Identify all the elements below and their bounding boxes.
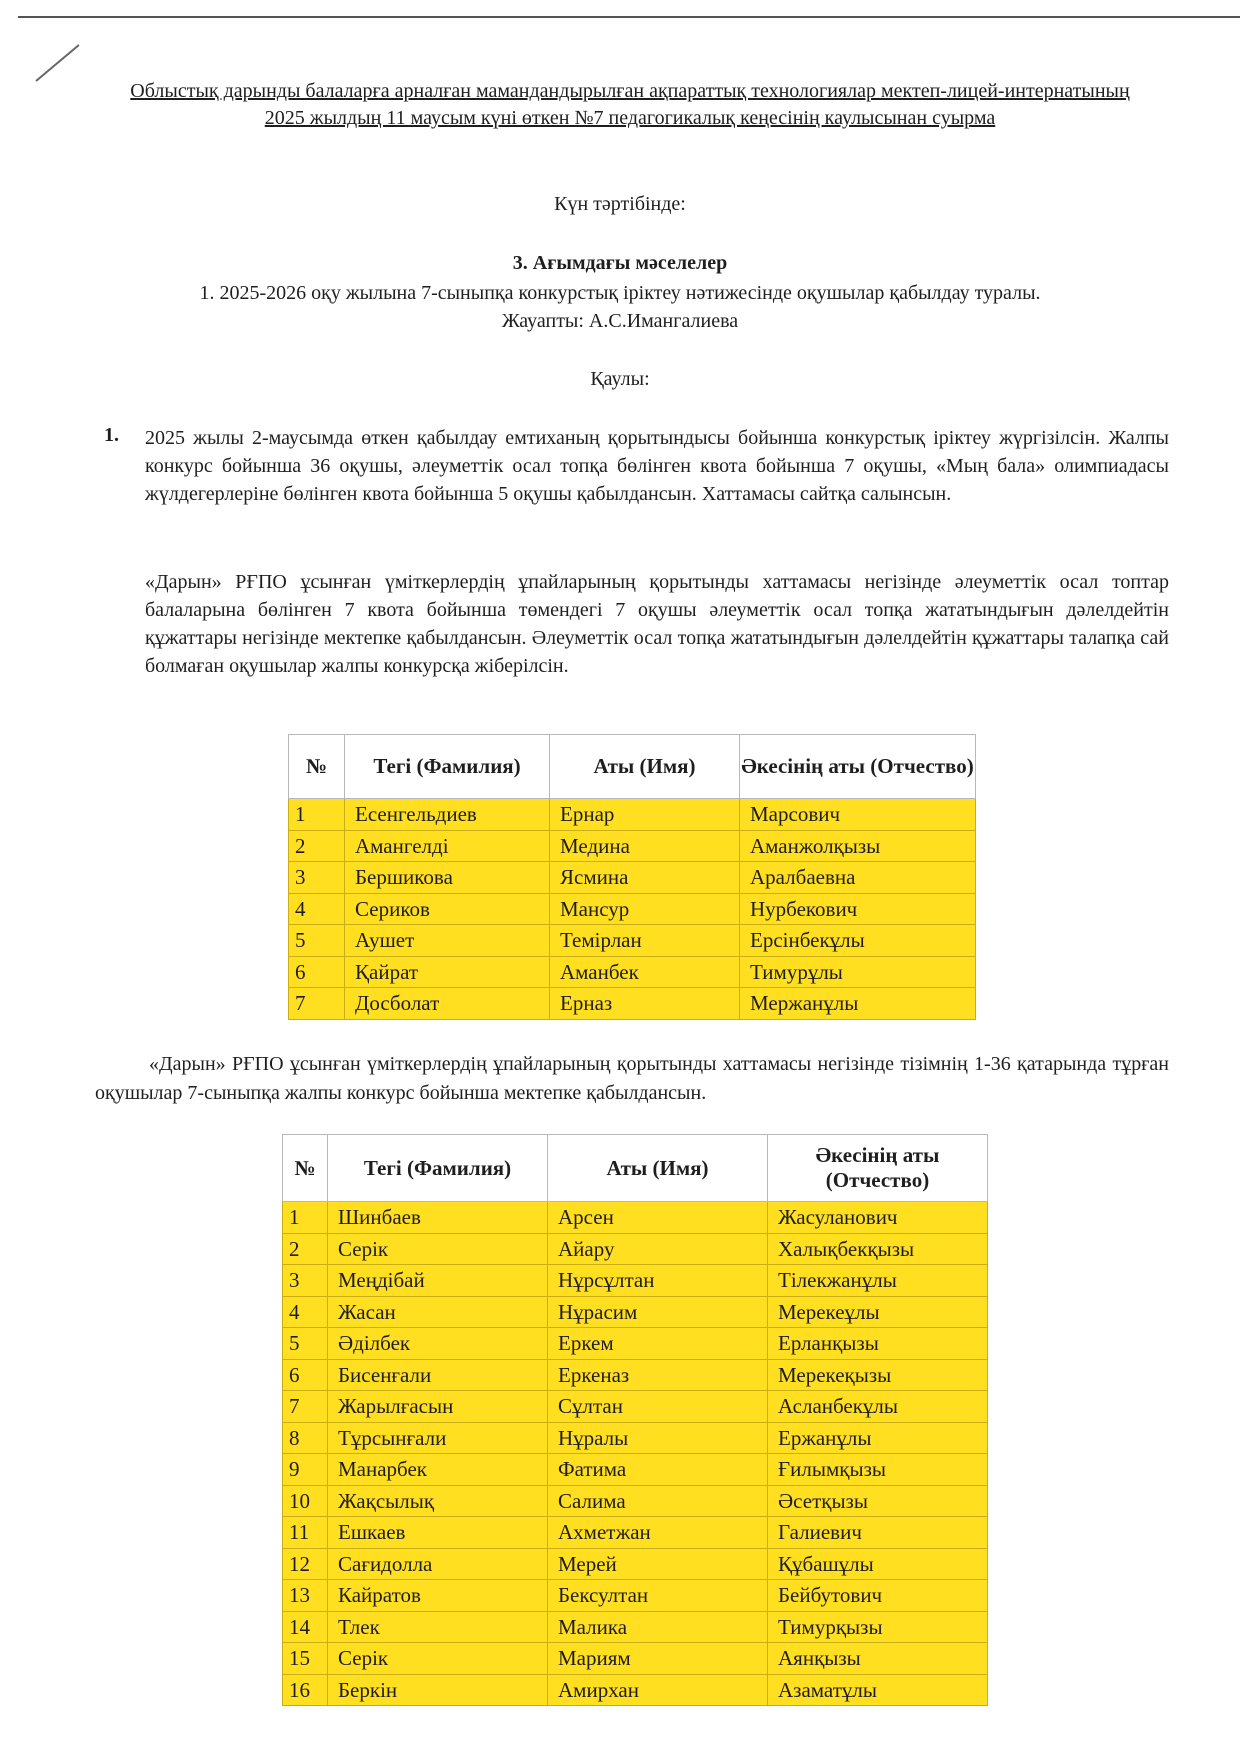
- name-cell: Салима: [548, 1485, 768, 1517]
- patronymic-cell: Азаматұлы: [768, 1674, 988, 1706]
- patronymic-cell: Нурбекович: [740, 893, 976, 925]
- table-row: [289, 925, 976, 957]
- header-patronymic: Әкесінің аты (Отчество): [740, 735, 976, 799]
- table-row: [289, 893, 976, 925]
- name-cell: Еркеназ: [548, 1359, 768, 1391]
- name-cell: Медина: [550, 830, 740, 862]
- decision-paragraph-2: «Дарын» РҒПО ұсынған үміткерлердің ұпайларының қорытынды хаттамасы негізінде әлеуметтік осал топтар балаларына бөлінген 7 квота бойынша төмендегі 7 оқушы әлеуметтік осал топқа жататындығын дәлелдейтін құжаттары негізінде мектепке қабылдансын. Әлеуметтік осал топқа жататындығын дәлелдейтін құжаттары талапқа сай болмаған оқушылар жалпы конкурсқа жіберілсін.: [145, 571, 1169, 677]
- patronymic-cell: Ержанұлы: [768, 1422, 988, 1454]
- general-competition-table: [282, 1134, 988, 1706]
- header-name: Аты (Имя): [548, 1135, 768, 1202]
- decision-paragraph-1: 2025 жылы 2-маусымда өткен қабылдау емтиханың қорытындысы бойынша конкурстық іріктеу жүргізілсін. Жалпы конкурс бойынша 36 оқушы, әлеуметтік осал топқа бөлінген квота бойынша 7 оқушы, «Мың бала» олимпиадасы жүлдегерлеріне бөлінген квота бойынша 5 оқушы қабылдансын. Хаттамасы сайтқа салынсын.: [145, 427, 1169, 505]
- surname-cell: Бисенғали: [328, 1359, 548, 1391]
- patronymic-cell: Галиевич: [768, 1517, 988, 1549]
- row-number: 8: [283, 1422, 328, 1454]
- patronymic-cell: Марсович: [740, 799, 976, 831]
- patronymic-cell: Мержанұлы: [740, 988, 976, 1020]
- patronymic-cell: Мерекеұлы: [768, 1296, 988, 1328]
- table-row: [283, 1674, 988, 1706]
- table-row: [283, 1485, 988, 1517]
- name-cell: Ясмина: [550, 862, 740, 894]
- name-cell: Амирхан: [548, 1674, 768, 1706]
- patronymic-cell: Тимурұлы: [740, 956, 976, 988]
- table-row: [283, 1296, 988, 1328]
- table-row: [283, 1580, 988, 1612]
- table-row: [289, 956, 976, 988]
- table-row: [283, 1359, 988, 1391]
- patronymic-cell: Асланбекұлы: [768, 1391, 988, 1423]
- surname-cell: Жасан: [328, 1296, 548, 1328]
- row-number: 3: [289, 862, 345, 894]
- name-cell: Сұлтан: [548, 1391, 768, 1423]
- table-row: [283, 1422, 988, 1454]
- responsible-person: Жауапты: А.С.Имангалиева: [501, 310, 739, 332]
- table-row: [283, 1233, 988, 1265]
- surname-cell: Шинбаев: [328, 1202, 548, 1234]
- name-cell: Бексултан: [548, 1580, 768, 1612]
- header-line-1: Облыстық дарынды балаларға арналған мамандандырылған ақпараттық технологиялар мектеп-лицей-интернатының: [130, 80, 1130, 102]
- name-cell: Мансур: [550, 893, 740, 925]
- name-cell: Мариям: [548, 1643, 768, 1675]
- surname-cell: Манарбек: [328, 1454, 548, 1486]
- name-cell: Малика: [548, 1611, 768, 1643]
- name-cell: Аманбек: [550, 956, 740, 988]
- patronymic-cell: Мерекеқызы: [768, 1359, 988, 1391]
- scan-top-edge: [18, 16, 1240, 18]
- decision-paragraph-3: «Дарын» РҒПО ұсынған үміткерлердің ұпайларының қорытынды хаттамасы негізінде тізімнің 1-36 қатарында тұрған оқушылар 7-сыныпқа жалпы конкурс бойынша мектепке қабылдансын.: [95, 1053, 1169, 1104]
- row-number: 4: [283, 1296, 328, 1328]
- agenda-item: 1. 2025-2026 оқу жылына 7-сыныпқа конкурстық іріктеу нәтижесінде оқушылар қабылдау туралы.: [199, 282, 1041, 304]
- patronymic-cell: Халықбекқызы: [768, 1233, 988, 1265]
- table-row: [283, 1454, 988, 1486]
- table-row: [289, 830, 976, 862]
- patronymic-cell: Құбашұлы: [768, 1548, 988, 1580]
- name-cell: Фатима: [548, 1454, 768, 1486]
- row-number: 6: [289, 956, 345, 988]
- surname-cell: Жақсылық: [328, 1485, 548, 1517]
- name-cell: Айару: [548, 1233, 768, 1265]
- surname-cell: Әділбек: [328, 1328, 548, 1360]
- name-cell: Ернар: [550, 799, 740, 831]
- row-number: 5: [289, 925, 345, 957]
- table-header-row: [289, 735, 976, 799]
- surname-cell: Тұрсынғали: [328, 1422, 548, 1454]
- header-surname: Тегі (Фамилия): [328, 1135, 548, 1202]
- table-row: [283, 1391, 988, 1423]
- patronymic-cell: Тілекжанұлы: [768, 1265, 988, 1297]
- patronymic-cell: Тимурқызы: [768, 1611, 988, 1643]
- row-number: 12: [283, 1548, 328, 1580]
- table-header-row: [283, 1135, 988, 1202]
- surname-cell: Амангелді: [345, 830, 550, 862]
- table-row: [283, 1328, 988, 1360]
- row-number: 11: [283, 1517, 328, 1549]
- row-number: 2: [289, 830, 345, 862]
- patronymic-cell: Аманжолқызы: [740, 830, 976, 862]
- general-competition-body: [283, 1202, 988, 1706]
- patronymic-cell: Ерсінбекұлы: [740, 925, 976, 957]
- patronymic-cell: Аянқызы: [768, 1643, 988, 1675]
- name-cell: Нұрсұлтан: [548, 1265, 768, 1297]
- surname-cell: Сериков: [345, 893, 550, 925]
- row-number: 13: [283, 1580, 328, 1612]
- surname-cell: Есенгельдиев: [345, 799, 550, 831]
- row-number: 10: [283, 1485, 328, 1517]
- quota-students-body: [289, 799, 976, 1020]
- agenda-label: Күн тәртібінде:: [554, 193, 686, 215]
- quota-students-table: [288, 734, 976, 1020]
- patronymic-cell: Жасуланович: [768, 1202, 988, 1234]
- surname-cell: Серік: [328, 1233, 548, 1265]
- row-number: 7: [283, 1391, 328, 1423]
- row-number: 1: [283, 1202, 328, 1234]
- surname-cell: Серік: [328, 1643, 548, 1675]
- header-num: №: [289, 735, 345, 799]
- name-cell: Мерей: [548, 1548, 768, 1580]
- surname-cell: Досболат: [345, 988, 550, 1020]
- row-number: 2: [283, 1233, 328, 1265]
- patronymic-cell: Аралбаевна: [740, 862, 976, 894]
- name-cell: Нұралы: [548, 1422, 768, 1454]
- table-row: [289, 988, 976, 1020]
- name-cell: Ахметжан: [548, 1517, 768, 1549]
- surname-cell: Тлек: [328, 1611, 548, 1643]
- row-number: 15: [283, 1643, 328, 1675]
- name-cell: Арсен: [548, 1202, 768, 1234]
- surname-cell: Сағидолла: [328, 1548, 548, 1580]
- table-row: [283, 1548, 988, 1580]
- decision-label: Қаулы:: [590, 368, 650, 390]
- patronymic-cell: Ерланқызы: [768, 1328, 988, 1360]
- table-row: [283, 1611, 988, 1643]
- surname-cell: Бершикова: [345, 862, 550, 894]
- row-number: 1: [289, 799, 345, 831]
- surname-cell: Ешкаев: [328, 1517, 548, 1549]
- pen-mark: [35, 44, 79, 82]
- row-number: 9: [283, 1454, 328, 1486]
- patronymic-cell: Әсетқызы: [768, 1485, 988, 1517]
- table-row: [289, 862, 976, 894]
- table-row: [283, 1643, 988, 1675]
- table-row: [283, 1202, 988, 1234]
- row-number: 4: [289, 893, 345, 925]
- document-header: [80, 78, 1180, 132]
- row-number: 6: [283, 1359, 328, 1391]
- header-num: №: [283, 1135, 328, 1202]
- surname-cell: Кайратов: [328, 1580, 548, 1612]
- name-cell: Еркем: [548, 1328, 768, 1360]
- surname-cell: Қайрат: [345, 956, 550, 988]
- header-surname: Тегі (Фамилия): [345, 735, 550, 799]
- table-row: [289, 799, 976, 831]
- row-number: 5: [283, 1328, 328, 1360]
- surname-cell: Аушет: [345, 925, 550, 957]
- table-row: [283, 1517, 988, 1549]
- header-patronymic: Әкесінің аты (Отчество): [768, 1135, 988, 1202]
- decision-number: 1.: [104, 424, 119, 446]
- row-number: 16: [283, 1674, 328, 1706]
- name-cell: Нұрасим: [548, 1296, 768, 1328]
- name-cell: Ерназ: [550, 988, 740, 1020]
- section-title: 3. Ағымдағы мәселелер: [512, 252, 728, 274]
- header-name: Аты (Имя): [550, 735, 740, 799]
- surname-cell: Беркін: [328, 1674, 548, 1706]
- surname-cell: Жарылғасын: [328, 1391, 548, 1423]
- patronymic-cell: Ғилымқызы: [768, 1454, 988, 1486]
- header-line-2: 2025 жылдың 11 маусым күні өткен №7 педагогикалық кеңесінің каулысынан суырма: [264, 107, 996, 129]
- row-number: 14: [283, 1611, 328, 1643]
- row-number: 3: [283, 1265, 328, 1297]
- patronymic-cell: Бейбутович: [768, 1580, 988, 1612]
- name-cell: Темірлан: [550, 925, 740, 957]
- row-number: 7: [289, 988, 345, 1020]
- surname-cell: Меңдібай: [328, 1265, 548, 1297]
- table-row: [283, 1265, 988, 1297]
